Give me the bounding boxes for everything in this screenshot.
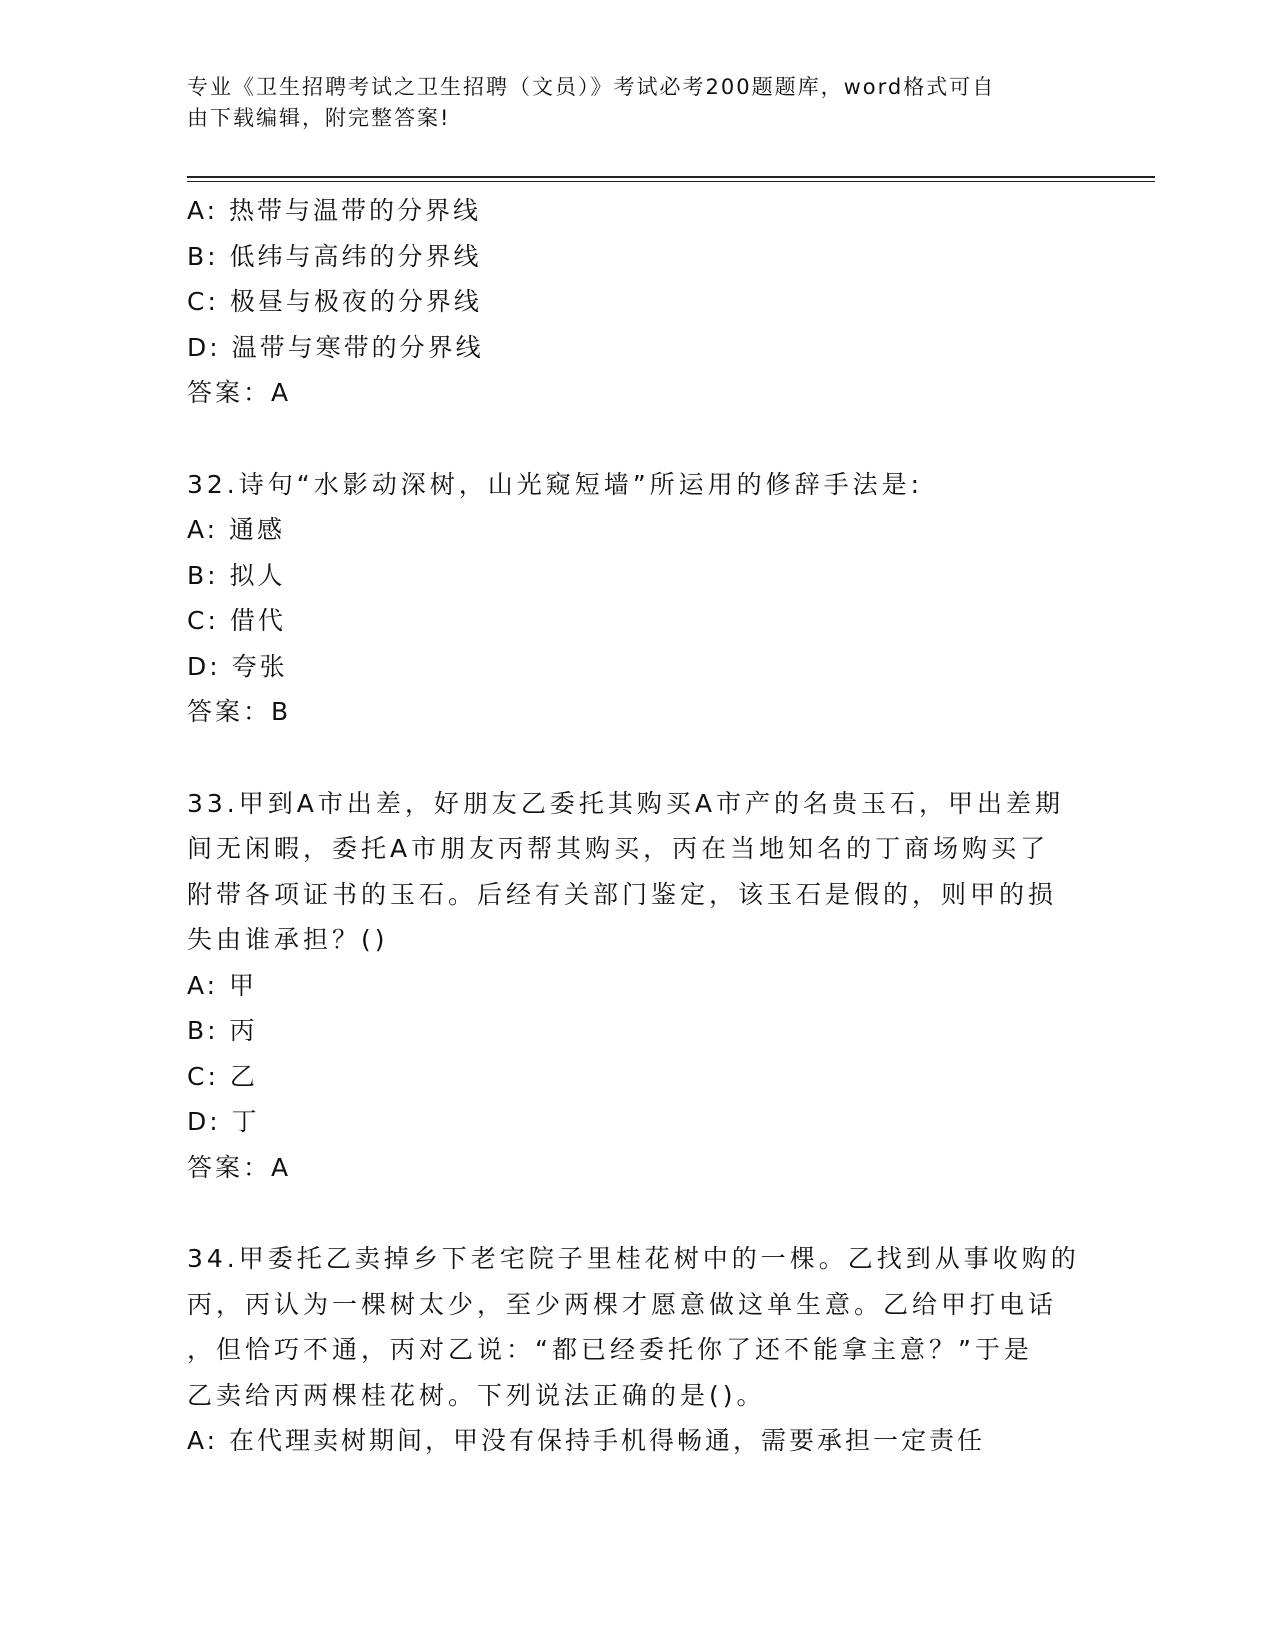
question-stem <box>187 781 1087 963</box>
header-rule-thick <box>187 176 1155 178</box>
option-c: C: 借代 <box>187 606 286 635</box>
stem-line: ，但恰巧不通，丙对乙说：“都已经委托你了还不能拿主意？”于是 <box>187 1335 1033 1364</box>
document-header <box>187 72 1067 134</box>
option-a: A: 在代理卖树期间，甲没有保持手机得畅通，需要承担一定责任 <box>187 1426 986 1455</box>
option-a: A: 甲 <box>187 970 258 1000</box>
stem-line: 附带各项证书的玉石。后经有关部门鉴定，该玉石是假的，则甲的损 <box>187 879 1058 909</box>
answer: 答案：A <box>187 378 292 407</box>
question-32 <box>187 462 1087 735</box>
option-d: D: 夸张 <box>187 651 288 681</box>
option-d: D: 丁 <box>187 1107 260 1136</box>
stem-line: 34.甲委托乙卖掉乡下老宅院子里桂花树中的一棵。乙找到从事收购的 <box>187 1244 1080 1273</box>
header-line-1: 专业《卫生招聘考试之卫生招聘（文员）》考试必考200题题库，word格式可自 <box>187 75 996 99</box>
stem-line: 32.诗句“水影动深树，山光窥短墙”所运用的修辞手法是: <box>187 469 924 499</box>
stem-line: 失由谁承担？() <box>187 925 389 954</box>
spacer <box>187 1190 1087 1236</box>
spacer <box>187 735 1087 781</box>
stem-line: 33.甲到A市出差，好朋友乙委托其购买A市产的名贵玉石，甲出差期 <box>187 788 1064 818</box>
option-a: A: 通感 <box>187 515 286 544</box>
stem-line: 间无闲暇，委托A市朋友丙帮其购买，丙在当地知名的丁商场购买了 <box>187 834 1050 863</box>
option-b: B: 低纬与高纬的分界线 <box>187 241 482 271</box>
option-d: D: 温带与寒带的分界线 <box>187 332 484 362</box>
header-rule-thin <box>187 181 1155 182</box>
spacer <box>187 416 1087 462</box>
question-31 <box>187 188 1087 416</box>
answer: 答案：B <box>187 697 292 726</box>
stem-line: 乙卖给丙两棵桂花树。下列说法正确的是()。 <box>187 1380 766 1410</box>
option-c: C: 极昼与极夜的分界线 <box>187 287 482 316</box>
question-stem <box>187 1236 1087 1418</box>
option-b: B: 丙 <box>187 1016 258 1045</box>
option-a: A: 热带与温带的分界线 <box>187 196 482 225</box>
question-33 <box>187 781 1087 1191</box>
option-c: C: 乙 <box>187 1061 258 1091</box>
stem-line: 丙，丙认为一棵树太少，至少两棵才愿意做这单生意。乙给甲打电话 <box>187 1289 1058 1319</box>
question-stem <box>187 462 1087 508</box>
answer: 答案：A <box>187 1152 292 1182</box>
question-34 <box>187 1236 1087 1464</box>
question-list <box>187 188 1087 1464</box>
option-b: B: 拟人 <box>187 560 286 590</box>
header-line-2: 由下载编辑，附完整答案! <box>187 106 451 130</box>
